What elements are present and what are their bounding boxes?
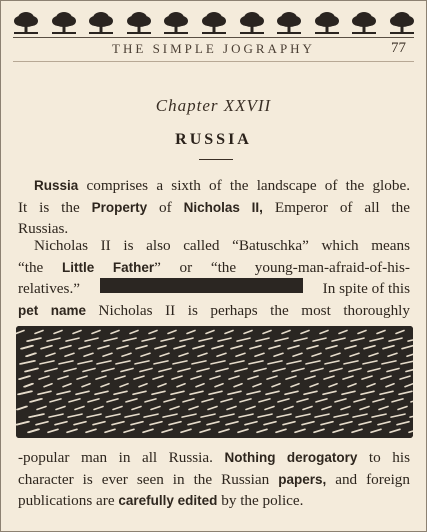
paragraph-text: In spite of this bbox=[322, 280, 410, 297]
paragraph-1-line-1 bbox=[18, 175, 410, 197]
paragraph-1 bbox=[18, 175, 410, 240]
paragraph-text: to his bbox=[357, 449, 410, 466]
paragraph-text: Emperor of all the bbox=[262, 198, 410, 216]
tree-ornament-icon bbox=[351, 11, 377, 35]
tree-ornament-icon bbox=[88, 11, 114, 35]
term-papers: papers, bbox=[278, 471, 327, 487]
paragraph-text: relatives.” bbox=[18, 280, 80, 297]
paragraph-2-line-2 bbox=[18, 257, 410, 279]
paragraph-2-line-3 bbox=[18, 278, 410, 300]
chapter-label: Chapter XXVII bbox=[155, 96, 272, 115]
running-head bbox=[1, 41, 426, 59]
title-rule bbox=[199, 159, 233, 160]
paragraph-text: by the police. bbox=[217, 492, 304, 509]
paragraph-text: It is the bbox=[18, 198, 92, 216]
paragraph-1-line-2 bbox=[18, 197, 410, 219]
tree-ornament-icon bbox=[201, 11, 227, 35]
tree-ornament-row bbox=[13, 9, 415, 35]
chapter-title: RUSSIA bbox=[175, 131, 252, 148]
term-little-father: Little Father bbox=[61, 259, 155, 275]
tree-ornament-icon bbox=[276, 11, 302, 35]
paragraph-2-line-1: Nicholas II is also called “Batuschka” which means bbox=[34, 237, 410, 254]
term-nicholas: Nicholas II, bbox=[183, 199, 263, 215]
paragraph-3-line-1 bbox=[18, 447, 410, 469]
paragraph-text: Nicholas II is perhaps the most thoroughly bbox=[86, 301, 410, 319]
tree-ornament-icon bbox=[13, 11, 39, 35]
paragraph-text: of bbox=[147, 198, 184, 216]
term-property: Property bbox=[91, 199, 148, 215]
paragraph-1-line-3: Russias. bbox=[18, 220, 69, 237]
paragraph-3-line-2 bbox=[18, 469, 410, 491]
paragraph-3 bbox=[18, 447, 410, 512]
paragraph-text: “the bbox=[18, 258, 62, 276]
page-number: 77 bbox=[391, 40, 406, 56]
paragraph-text: publications are bbox=[18, 492, 119, 509]
tree-ornament-icon bbox=[389, 11, 415, 35]
paragraph-text: comprises a sixth of the landscape of the globe. bbox=[78, 177, 410, 194]
tree-ornament-icon bbox=[239, 11, 265, 35]
paragraph-3-line-3 bbox=[18, 490, 410, 512]
running-title: THE SIMPLE JOGRAPHY bbox=[112, 41, 315, 56]
header-rule-bottom bbox=[13, 61, 414, 62]
tree-ornament-icon bbox=[51, 11, 77, 35]
paragraph-text: ” or “the young-man-afraid-of-his- bbox=[154, 258, 410, 276]
tree-ornament-icon bbox=[163, 11, 189, 35]
paragraph-text: -popular man in all Russia. bbox=[18, 449, 225, 466]
paragraph-text: and foreign bbox=[326, 470, 410, 488]
term-pet-name: pet name bbox=[18, 302, 87, 318]
redaction-bar bbox=[100, 278, 303, 293]
header-rule-top bbox=[13, 37, 414, 38]
censor-hatching bbox=[16, 326, 413, 438]
term-russia: Russia bbox=[34, 178, 79, 193]
paragraph-2-line-4 bbox=[18, 300, 410, 322]
paragraph-text: character is ever seen in the Russian bbox=[18, 470, 279, 488]
term-nothing-derogatory: Nothing derogatory bbox=[224, 450, 358, 465]
censorship-block bbox=[16, 326, 413, 438]
tree-ornament-icon bbox=[126, 11, 152, 35]
paragraph-2 bbox=[18, 235, 410, 321]
term-carefully-edited: carefully edited bbox=[118, 493, 218, 508]
tree-ornament-icon bbox=[314, 11, 340, 35]
